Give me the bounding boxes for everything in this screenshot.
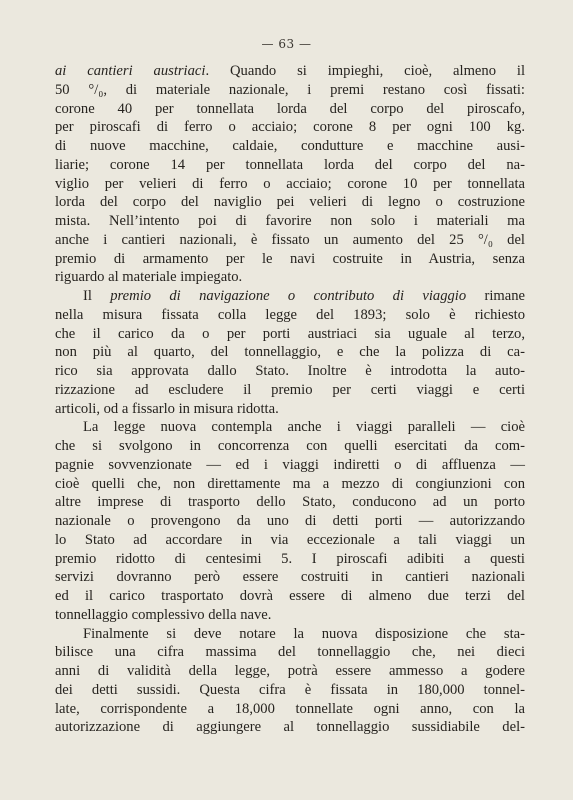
text-segment: dei detti sussidi. Questa cifra è fissata in 180,000 tonnel- [55, 681, 525, 698]
text-segment: cioè quelli che, non direttamente ma a mezzo di congiunzioni con [55, 475, 525, 492]
text-segment: late, corrispondente a 18,000 tonnellate ogni anno, con la [55, 700, 525, 717]
text-line [55, 606, 525, 625]
text-line [55, 193, 525, 212]
text-line [55, 100, 525, 119]
text-segment: rizzazione ad escludere il premio per certi viaggi e certi [55, 381, 525, 398]
text-line [55, 212, 525, 231]
text-line [55, 400, 525, 419]
text-line [55, 325, 525, 344]
text-segment: viglio per velieri di ferro o acciaio; corone 10 per tonnellata [55, 175, 525, 192]
text-segment: Finalmente si deve notare la nuova disposizione che sta- [83, 625, 525, 642]
text-segment: Il [83, 288, 111, 304]
text-segment: autorizzazione di aggiungere al tonnellaggio sussidiabile del- [55, 719, 525, 736]
text-line [55, 625, 525, 644]
text-line [55, 306, 525, 325]
page-number: — 63 — [261, 37, 312, 51]
text-segment: tonnellaggio complessivo della nave. [55, 606, 272, 623]
text-segment: corone 40 per tonnellata lorda del corpo del piroscafo, [55, 100, 525, 117]
text-line [55, 175, 525, 194]
text-line [55, 381, 525, 400]
italic-text: premio di navigazione o contributo di viaggio [110, 288, 467, 304]
text-segment: ed il carico trasportato dovrà essere di almeno due terzi del [55, 588, 525, 604]
text-segment: liarie; corone 14 per tonnellata lorda del corpo del na- [55, 156, 525, 173]
paragraph [55, 62, 525, 287]
text-line [55, 137, 525, 156]
text-segment: rico sia approvata dallo Stato. Inoltre è introdotta la auto- [55, 363, 525, 379]
text-segment: La legge nuova contempla anche i viaggi paralleli — cioè [83, 419, 525, 436]
paragraph [55, 418, 525, 624]
text-segment: che si svolgono in concorrenza con quelli esercitati da com- [55, 438, 525, 454]
text-line [55, 662, 525, 681]
text-line [55, 493, 525, 512]
text-line [55, 362, 525, 381]
paragraph [55, 625, 525, 738]
italic-text: ai cantieri austriaci [55, 63, 206, 79]
text-segment: bilisce una cifra massima del tonnellaggio che, nei dieci [55, 644, 525, 661]
text-line [55, 568, 525, 587]
text-line [55, 81, 525, 100]
text-line [55, 643, 525, 662]
text-segment: pagnie sovvenzionate — ed i viaggi indiretti o di affluenza — [55, 456, 525, 473]
text-segment: non più al quarto, del tonnellaggio, e che la polizza di ca- [55, 344, 525, 361]
text-line [55, 681, 525, 700]
text-segment: premio di armamento per le navi costruite in Austria, senza [55, 250, 525, 267]
text-segment: altre imprese di trasporto dello Stato, conducono ad un porto [55, 494, 525, 511]
text-segment: che il carico da o per porti austriaci sia uguale al terzo, [55, 325, 525, 342]
text-line [55, 156, 525, 175]
body-text [55, 62, 525, 737]
text-line [55, 718, 525, 737]
text-segment: mista. Nell’intento poi di favorire non solo i materiali ma [55, 213, 525, 229]
text-line [55, 250, 525, 269]
text-line [55, 118, 525, 137]
text-segment: nazionale o provengono da uno di detti porti — autorizzando [55, 513, 525, 529]
text-line [55, 268, 525, 287]
text-segment: di nuove macchine, caldaie, condutture e macchine ausi- [55, 138, 525, 154]
text-line [55, 231, 525, 250]
text-segment: servizi dovranno però essere costruiti in cantieri nazionali [55, 569, 525, 586]
text-line [55, 512, 525, 531]
text-line [55, 418, 525, 437]
text-line [55, 475, 525, 494]
text-line [55, 287, 525, 306]
text-segment: 50 °/₀, di materiale nazionale, i premi restano così fissati: [55, 81, 525, 98]
text-line [55, 587, 525, 606]
text-line [55, 456, 525, 475]
text-line [55, 437, 525, 456]
text-line [55, 700, 525, 719]
text-line [55, 343, 525, 362]
text-segment: . Quando si impieghi, cioè, almeno il [205, 63, 526, 79]
text-segment: riguardo al materiale impiegato. [55, 269, 243, 286]
text-line [55, 550, 525, 569]
text-segment: lo Stato ad accordare in via eccezionale a tali viaggi un [55, 531, 525, 548]
text-segment: anche i cantieri nazionali, è fissato un aumento del 25 °/₀ del [55, 231, 525, 248]
text-line [55, 62, 525, 81]
text-segment: premio ridotto di centesimi 5. I piroscafi adibiti a questi [55, 550, 525, 567]
text-line [55, 531, 525, 550]
text-segment: lorda del corpo del naviglio pei velieri di legno o costruzione [55, 194, 525, 211]
text-segment: anni di validità della legge, potrà essere ammesso a godere [55, 663, 525, 679]
text-segment: nella misura fissata colla legge del 1893; solo è richiesto [55, 306, 525, 323]
text-segment: rimane [466, 288, 525, 304]
text-segment: articoli, od a fissarlo in misura ridotta. [55, 400, 279, 417]
paragraph [55, 287, 525, 418]
text-segment: per piroscafi di ferro o acciaio; corone 8 per ogni 100 kg. [55, 119, 525, 136]
